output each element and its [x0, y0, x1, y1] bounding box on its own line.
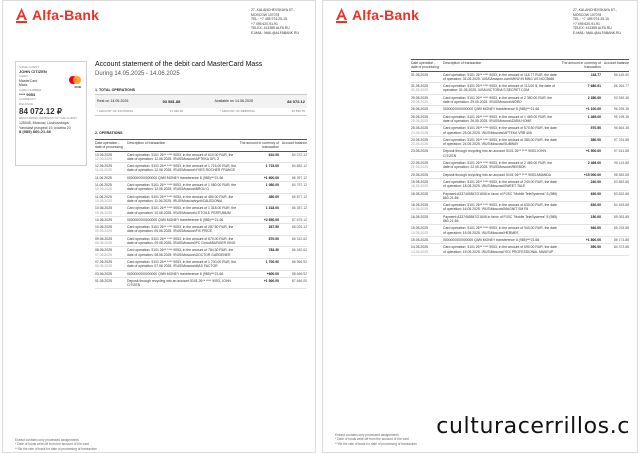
op-balance: 96 114.88 — [614, 161, 629, 166]
op-description: Card operation: 5101 26** **** 9053, in the amount of 480.00 RUR, the date of operation: 11.06.2025. \RUS\Moscow\ryzh\CALEDONIA — [127, 194, 234, 203]
table-row — [411, 114, 629, 126]
op-balance: 86 264.77 — [613, 84, 629, 89]
op-date: 13.06.2025 12.06.2025 — [95, 152, 112, 161]
client-info-card: NAME CLIENT JOHN CITIZEN CARD MasterCard Mass CARD NUMBER **** 9053 CURRENCY BALANCE 84 072.12 ₽ REGISTERED ADDRESS OF THE CLIENT 125048, Moscow, Lusinovskaya, Yaroslavl prospect 19, kvartira 20 8 (985) 860-21-66 RUB — [15, 61, 87, 166]
op-balance: 84 072.12 — [291, 152, 307, 157]
op-amount: +1 100.00 — [585, 107, 601, 112]
op-date: 03.06.2025 — [95, 271, 112, 276]
table-row — [411, 225, 629, 237]
op-date: 19.05.2025 18.05.2025 — [411, 179, 428, 189]
table-row — [411, 244, 629, 256]
op-description: Card operation: 5101 26** **** 9053, in the amount of 287.50 RUR, the date of operation: 09.06.2025. \RUS\Moscow\FIX PRICE — [127, 225, 234, 234]
table-row — [411, 202, 629, 214]
op-description: Card operation: 5101 26** **** 9053, in the amount of 590.00 RUR, the date of operation: 15.05.2025. \RUS\Moscow\YEX PROFESSIONAL MAKEUP — [443, 245, 557, 254]
op-date: 09.06.2025 08.06.2025 — [95, 236, 112, 246]
op-balance: 85 083.88 — [613, 214, 629, 219]
op-amount: +15 000.00 — [583, 172, 601, 177]
op-balance: 86 357.12 — [291, 206, 307, 211]
op-date: 11.06.2025 10.06.2025 — [95, 183, 112, 192]
op-date: 20.05.2025 — [411, 172, 428, 177]
op-balance: 86 146.00 — [613, 72, 629, 77]
op-description: Card operation: 5101 26** **** 9053, in the amount of 570.50 RUR, the date of operation: 25.05.2025. \RUS\Moscow\APTEKA VRB 406 — [443, 126, 557, 135]
op-balance: 84 373.88 — [613, 245, 629, 250]
op-balance: 98 583.88 — [613, 172, 629, 177]
op-balance: 97 234.88 — [613, 137, 629, 142]
op-description: Card operation: 5101 26** **** 9053, in the amount of 870.00 RUR, the date of operation: 09.06.2025. \RUS\Moscow\PC Gorod\BURGER KING — [127, 236, 236, 246]
totals-heading: 1. TOTAL OPERATIONS — [95, 88, 136, 92]
client-address: 125048, Moscow, Lusinovskaya, Yaroslavl prospect 19, kvartira 20 — [19, 120, 71, 130]
op-amount: 7 680.61 — [587, 84, 601, 89]
op-description: Card operation: 5101 26** **** 9053, in the amount of 940.00 RUR, the date of operation: 15.05.2025. \RUS\Moscow\HERMES — [443, 226, 557, 235]
op-balance: 85 312.62 — [291, 236, 307, 241]
op-amount: 1 700.00 — [265, 259, 279, 264]
op-balance: 96 295.38 — [613, 107, 629, 112]
op-date: 10.06.2025 09.06.2025 — [95, 206, 112, 215]
op-description: 0000000000000000 QIWI MONEY transference 8 (985)***21-66 — [127, 271, 224, 276]
op-date: 25.05.2025 24.05.2025 — [411, 126, 428, 135]
op-description: Card operation: 5101 26** **** 9053, in the amount of 1 080.00 RUR, the date of operation: 12.06.2025. \RUS\Moscow\BROU G — [127, 183, 237, 192]
bank-logo — [335, 7, 419, 23]
op-date: 15.05.2025 14.05.2025 — [411, 226, 428, 235]
op-amount: 2 350.00 — [587, 95, 601, 100]
op-date: 12.06.2025 11.06.2025 — [95, 164, 112, 173]
op-date: 26.05.2025 — [411, 107, 428, 112]
op-description: Card operation: 5101 26** **** 9053, in the amount of 240.00 RUR, the date of operation: 18.05.2025. \RUS\Moscow\SWEET TALE — [443, 179, 557, 189]
op-date: 26.05.2025 25.05.2025 — [411, 114, 428, 123]
table-header: Date operation - date of processing Description of transaction The amount in currency of transaction Account balance — [95, 139, 307, 152]
op-amount: 940.00 — [590, 226, 601, 231]
table-row — [411, 95, 629, 107]
table-row — [95, 259, 307, 271]
op-description: Card operation: 5101 26** **** 9053, in the amount of 1 318.00 RUR, the date of operation: 10.06.2025. \RUS\Moscow\L'ETOILE PERFUMUM — [127, 206, 237, 215]
op-amount: 240.00 — [590, 179, 601, 184]
op-amount: +600.00 — [266, 271, 279, 276]
bank-address: 27, KALANCHEVSKAYA ST., MOSCOW 107078 TEL.: +7 495 974-25-15 +7 495 620-91-91 TELEX: 413385 ALFA RU E-MAIL: MAIL@ALFABANK.RU — [573, 8, 621, 35]
table-row — [95, 205, 307, 217]
op-date: 16.05.2025 — [411, 214, 428, 219]
op-amount: 610.00 — [268, 152, 279, 157]
table-header: Date operation - date of processing Description of transaction The amount in currency of transaction Account balance — [411, 59, 629, 72]
statement-title: Account statement of the debit card MasterCard Mass — [95, 61, 263, 68]
alfa-logo-icon — [15, 8, 28, 23]
op-description: Payment A337465847/21606 in favor of PJSC "Mobile TeleSystems" 8 (985) 860-21-66 — [443, 191, 558, 200]
table-row — [95, 175, 307, 182]
op-amount: 1 318.00 — [265, 206, 279, 211]
operations-table-continued — [411, 59, 629, 256]
op-amount: 150.00 — [590, 214, 601, 219]
table-row — [411, 179, 629, 191]
op-date: 10.06.2025 — [95, 217, 112, 222]
op-date: 16.05.2025 15.05.2025 — [411, 203, 428, 212]
client-balance: 84 072.12 ₽ — [19, 107, 62, 117]
op-amount: 2 469.00 — [587, 161, 601, 166]
op-balance: 84 453.88 — [613, 203, 629, 208]
table-row — [411, 106, 629, 113]
op-description: Card operation: 5101 26** **** 9053, in the amount of 784.30 RUR, the date of operation: 08.06.2025. \RUS\Moscow\DOCTOR GARDENER — [127, 248, 234, 257]
op-amount: 590.00 — [590, 245, 601, 250]
op-date: 11.06.2025 10.06.2025 — [95, 194, 112, 203]
table-row — [411, 83, 629, 95]
table-row — [411, 172, 629, 179]
op-description: Card operation: 5101 26** **** 9053, in the amount of 380.00 RUR, the date of operation: 24.05.2025. \RUS\Moscow\SUBWAY — [443, 137, 557, 147]
op-date: 08.06.2025 07.06.2025 — [95, 248, 112, 257]
op-balance: 85 877.12 — [291, 194, 307, 199]
op-amount: 630.00 — [590, 191, 601, 196]
op-balance: 93 945.38 — [613, 95, 629, 100]
op-amount: 287.50 — [268, 225, 279, 230]
op-amount: 1 715.00 — [265, 164, 279, 169]
op-balance: 86 397.12 — [291, 175, 307, 180]
bank-logo — [15, 7, 99, 23]
op-description: 0000000000000000 QIWI MONEY transference 8 (985)***21-66 — [443, 107, 540, 112]
bank-name: Alfa-Bank — [32, 7, 100, 23]
op-description: 0000000000000000 QIWI MONEY transference 8 (985)***21-66 — [127, 175, 224, 180]
op-amount: 630.00 — [590, 203, 601, 208]
op-date: 24.05.2025 23.05.2025 — [411, 137, 428, 147]
op-balance: 86 182.62 — [291, 248, 307, 253]
op-description: 0000000000000000 QIWI MONEY transference 8 (985)***21-66 — [443, 237, 540, 242]
footnotes: Extract contains only processed assignments * Date of funds write-off from the account of the card ** Be the rate of bank for date of processing of transaction — [15, 438, 97, 451]
op-date: 07.06.2025 06.06.2025 — [95, 259, 112, 269]
statement-page-1 — [2, 0, 316, 453]
table-row — [411, 191, 629, 203]
table-row — [95, 236, 307, 248]
op-date: 18.05.2025 — [411, 191, 428, 196]
op-balance: 85 025.12 — [291, 225, 307, 230]
op-balance: 83 583.88 — [613, 179, 629, 184]
card-number: **** 9053 — [19, 91, 36, 97]
op-date: 31.05.2025 30.05.2025 — [411, 84, 428, 93]
op-balance: 86 173.88 — [613, 237, 629, 242]
op-balance: 88 666.92 — [291, 271, 307, 276]
op-description: Card operation: 5101 26** **** 9053, in the amount of 2 350.00 RUR, the date of operation: 29.05.2025. \RUS\Moscow\NORO — [443, 95, 553, 105]
op-date: 31.05.2025 — [411, 72, 428, 77]
op-amount: 1 469.00 — [587, 114, 601, 119]
op-date: 01.06.2025 — [95, 278, 112, 283]
table-row — [411, 214, 629, 226]
op-date: 14.05.2025 13.05.2025 — [411, 245, 428, 254]
op-amount: 570.50 — [590, 126, 601, 131]
op-amount: +1 800.00 — [585, 237, 601, 242]
op-balance: 95 195.38 — [613, 114, 629, 119]
op-amount: 118.77 — [590, 72, 601, 77]
table-row — [411, 72, 629, 84]
op-amount: +1 500.00 — [585, 149, 601, 154]
table-row — [411, 148, 629, 160]
client-name: JOHN CITIZEN — [19, 68, 47, 74]
op-date: 11.06.2025 — [95, 175, 112, 180]
op-balance: 86 966.92 — [291, 259, 307, 264]
alfa-logo-icon — [335, 8, 348, 23]
op-amount: +1 500.00 — [263, 278, 279, 283]
op-description: Card operation: 5101 26** **** 9053, in the amount of 1 469.00 RUR, the date of operation: 26.05.2025. \RUS\Moscow\ZARA HOME — [443, 114, 553, 123]
op-description: Card operation: 5101 26** **** 9053, in the amount of 2 469.00 RUR, the date of operation: 22.05.2025. \RUS\Moscow\REEBOK — [443, 161, 553, 170]
table-row — [95, 182, 307, 194]
op-balance: 84 682.12 — [291, 164, 307, 169]
op-balance: 85 233.88 — [613, 226, 629, 231]
op-balance: 87 646.00 — [291, 278, 307, 283]
table-row — [411, 160, 629, 172]
table-row — [95, 224, 307, 236]
mastercard-icon — [69, 76, 81, 84]
op-description: Card operation: 5101 26** **** 9053, in the amount of 610.00 RUR, the date of operation: 12.06.2025. \RUS\Moscow\APTEKA GFL 2 — [127, 152, 234, 161]
operations-heading: 2. OPERATIONS — [95, 131, 123, 135]
watermark: culturacerrillos.c — [436, 414, 630, 439]
bank-address: 27, KALANCHEVSKAYA ST., MOSCOW 107078 TEL.: +7 495 974-25-15 +7 495 620-91-91 TELEX: 413385 ALFA RU E-MAIL: MAIL@ALFABANK.RU — [251, 8, 299, 35]
table-row — [95, 247, 307, 259]
footnotes: Extract contains only processed assignments * Date of funds write-off from the account of the card ** Be the rate of bank for date of processing of transaction — [335, 433, 417, 446]
op-description: Deposit through recycling into an account 5101 26** **** 9053, JOHN CITIZEN — [127, 278, 231, 288]
table-row — [411, 137, 629, 149]
table-row — [95, 278, 307, 290]
op-description: Card operation: 5101 26** **** 9053, in the amount of 1 700.00 RUR, the date of operation: 07.06.2025. \RUS\Moscow\MAX FACTOR — [127, 259, 237, 269]
statement-page-2 — [322, 0, 638, 453]
op-date: 22.05.2025 21.05.2025 — [411, 161, 428, 170]
op-description: Deposit through recycling into an account 5101 26** **** 9053 JOHN CITIZEN — [443, 149, 546, 158]
op-balance: 83 823.88 — [613, 191, 629, 196]
table-row — [95, 217, 307, 224]
table-row — [95, 194, 307, 206]
op-balance: 96 664.38 — [613, 126, 629, 131]
client-phone: 8 (985) 860-21-66 — [19, 129, 52, 135]
op-date: 10.06.2025 09.06.2025 — [95, 225, 112, 234]
op-amount: +2 650.00 — [263, 217, 279, 222]
op-description: Card operation: 5101 26** **** 9053, in the amount of 1 715.00 RUR, the date of operation: 12.06.2025. \RUS\Moscow\YVES ROCHER FRANCE — [127, 164, 237, 173]
op-description: Card operation: 5101 26** **** 9053, in the amount of 118.77 RUR, the date of operation: 31.05.2025. \USA\Amazon.com\MKW IN MNG US NCC5666 — [443, 72, 557, 81]
op-description: Deposit through recycling into an account 5101 26** **** 9053 AMANDA — [443, 172, 552, 177]
op-amount: +1 600.00 — [263, 175, 279, 180]
table-row — [95, 271, 307, 278]
op-amount: 380.00 — [590, 137, 601, 142]
statement-period: During 14.05.2025 - 14.06.2025 — [95, 71, 180, 77]
op-description: 0000000000000000 QIWI MONEY transference 8 (985)***21-66 — [127, 217, 224, 222]
op-date: 23.05.2025 — [411, 149, 428, 154]
op-amount: 480.00 — [268, 194, 279, 199]
table-row — [95, 152, 307, 164]
totals-block: Rest on 14.05.2025 93 581.88 Available on 14.06.2025 84 072.12 * AMOUNT OF INCOMING 37 020.00 * AMOUNT OF DEBITING 46 529.76 — [95, 94, 307, 116]
table-row — [95, 163, 307, 175]
op-description: Card operation: 5101 26** **** 9053, in the amount of 113.00 $, the date of operation: 31.05.2025. \USA\VICTORIA'S SECRET COM — [443, 84, 555, 93]
bank-name: Alfa-Bank — [352, 7, 420, 23]
op-description: Card operation: 5101 26** **** 9053, in the amount of 630.00 RUR, the date of operation: 16.05.2025. \RUS\Moscow\MAGNIT SM F8 — [443, 203, 557, 212]
op-amount: 1 080.00 — [265, 183, 279, 188]
op-amount: 870.00 — [268, 236, 279, 241]
operations-table — [95, 139, 307, 289]
op-date: 15.05.2025 — [411, 237, 428, 242]
op-balance: 87 675.12 — [291, 217, 307, 222]
op-balance: 84 797.12 — [291, 183, 307, 188]
op-description: Payment A337465847/21606 in favor of PJSC "Mobile TeleSystems" 8 (985) 860-21-66 — [443, 214, 558, 224]
table-row — [411, 125, 629, 137]
op-date: 29.05.2025 28.05.2025 — [411, 95, 428, 105]
table-row — [411, 237, 629, 244]
op-balance: 97 614.88 — [613, 149, 629, 154]
op-amount: 784.30 — [268, 248, 279, 253]
